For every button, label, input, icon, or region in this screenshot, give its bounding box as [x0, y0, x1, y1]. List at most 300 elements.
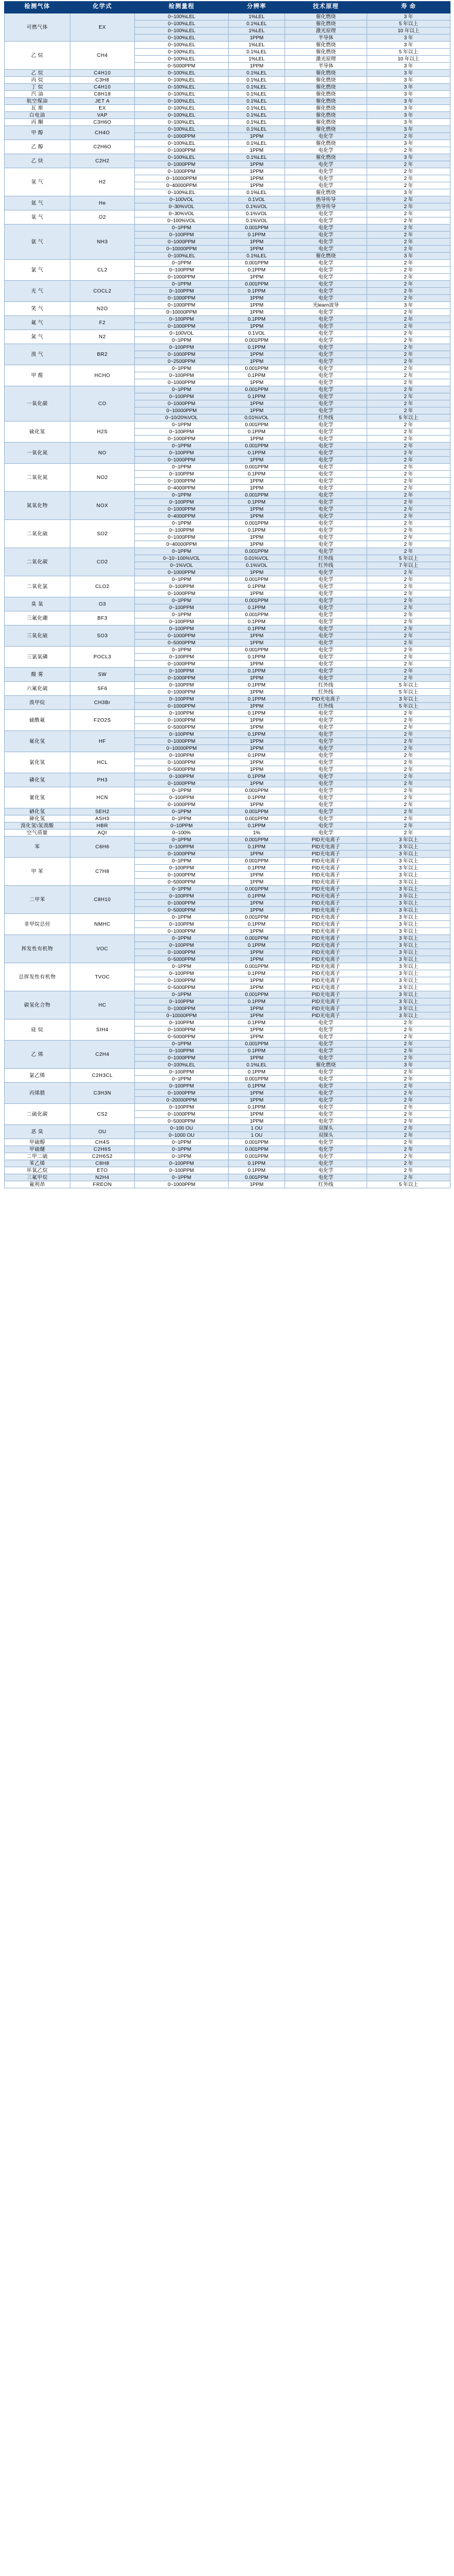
cell-formula: OU — [70, 1125, 135, 1139]
cell-range: 0~1PPM — [135, 260, 229, 267]
cell-life: 2 年 — [367, 640, 450, 647]
cell-life: 3 年 — [367, 42, 450, 49]
cell-range: 0~100%LEL — [135, 105, 229, 112]
cell-resolution: 0.1PPM — [229, 626, 285, 633]
cell-range: 0~100PPM — [135, 232, 229, 239]
cell-range: 0~1000PPM — [135, 478, 229, 485]
table-row — [5, 344, 450, 351]
cell-range: 0~1000PPM — [135, 133, 229, 140]
table-row — [5, 963, 450, 970]
cell-resolution: 1PPM — [229, 358, 285, 365]
cell-gas-name: 乙 醇 — [5, 140, 70, 154]
cell-formula: C8H18 — [70, 91, 135, 98]
cell-resolution: 0.1%LEL — [229, 126, 285, 133]
cell-life: 2 年 — [367, 330, 450, 337]
cell-technology: 电化学 — [285, 478, 367, 485]
cell-life: 3 年以上 — [367, 837, 450, 844]
cell-technology: 电化学 — [285, 597, 367, 604]
cell-technology: PID光电离子 — [285, 900, 367, 907]
cell-life: 2 年 — [367, 372, 450, 379]
cell-life: 5 年以上 — [367, 682, 450, 689]
cell-resolution: 0.001PPM — [229, 1139, 285, 1146]
cell-technology: PID光电离子 — [285, 872, 367, 879]
cell-formula: H2S — [70, 422, 135, 443]
cell-technology: 红外线 — [285, 689, 367, 696]
cell-formula: C2H6S2 — [70, 1153, 135, 1160]
cell-gas-name: 挥发性有机物 — [5, 935, 70, 963]
gas-detection-table — [4, 1, 450, 1188]
cell-gas-name: 二氧化碳 — [5, 548, 70, 576]
cell-resolution: 1PPM — [229, 879, 285, 886]
cell-resolution: 1PPM — [229, 147, 285, 154]
cell-range: 0~1000PPM — [135, 661, 229, 668]
cell-range: 0~100PPM — [135, 970, 229, 977]
cell-resolution: 1% — [229, 830, 285, 837]
cell-life: 3 年以上 — [367, 921, 450, 928]
cell-resolution: 1PPM — [229, 801, 285, 808]
cell-range: 0~1000PPM — [135, 590, 229, 597]
cell-resolution: 1PPM — [229, 745, 285, 752]
cell-gas-name: 溴化氢\氢溴酸 — [5, 823, 70, 830]
cell-resolution: 1PPM — [229, 295, 285, 302]
table-row — [5, 225, 450, 232]
cell-technology: 电化学 — [285, 618, 367, 626]
cell-gas-name: 氰化氢 — [5, 787, 70, 808]
cell-gas-name: 甲 醇 — [5, 126, 70, 140]
table-row — [5, 1153, 450, 1160]
cell-gas-name: 乙 炔 — [5, 154, 70, 168]
cell-technology: 电化学 — [285, 400, 367, 407]
cell-life: 2 年 — [367, 717, 450, 724]
cell-technology: 电化学 — [285, 801, 367, 808]
cell-technology: 电化学 — [285, 717, 367, 724]
header-row — [5, 2, 450, 13]
cell-range: 0~10000PPM — [135, 246, 229, 253]
cell-technology: 电化学 — [285, 583, 367, 590]
cell-technology: 电化学 — [285, 1118, 367, 1125]
table-row — [5, 1160, 450, 1167]
cell-range: 0~100%LEL — [135, 98, 229, 105]
cell-resolution: 0.1PPM — [229, 682, 285, 689]
cell-technology: PID光电离子 — [285, 914, 367, 921]
cell-life: 2 年 — [367, 1160, 450, 1167]
cell-resolution: 0.1PPM — [229, 710, 285, 717]
cell-range: 0~100PPM — [135, 604, 229, 611]
cell-technology: 电化学 — [285, 499, 367, 506]
cell-gas-name: 总挥发性有机物 — [5, 963, 70, 991]
cell-range: 0~100PPM — [135, 527, 229, 534]
table-row — [5, 119, 450, 126]
cell-range: 0~10/20%VOL — [135, 414, 229, 422]
cell-technology: 催化燃烧 — [285, 21, 367, 28]
cell-technology: 热导传导 — [285, 203, 367, 210]
cell-range: 0~100%LEL — [135, 42, 229, 49]
cell-gas-name: 氯 气 — [5, 260, 70, 281]
cell-range: 0~1PPM — [135, 365, 229, 372]
cell-range: 0~1PPM — [135, 422, 229, 429]
cell-range: 0~100PPM — [135, 626, 229, 633]
cell-resolution: 1PPM — [229, 161, 285, 168]
cell-life: 3 年 — [367, 77, 450, 84]
cell-range: 0~100PPM — [135, 316, 229, 323]
cell-technology: PID光电离子 — [285, 942, 367, 949]
cell-range: 0~1000PPM — [135, 168, 229, 175]
cell-range: 0~1PPM — [135, 886, 229, 893]
cell-life: 3 年 — [367, 119, 450, 126]
cell-technology: PID光电离子 — [285, 949, 367, 956]
cell-gas-name: 甲 醛 — [5, 365, 70, 386]
cell-resolution: 0.001PPM — [229, 808, 285, 815]
cell-range: 0~10000PPM — [135, 175, 229, 182]
cell-resolution: 0.1%VOL — [229, 562, 285, 569]
cell-range: 0~100PPM — [135, 471, 229, 478]
cell-life: 3 年 — [367, 84, 450, 91]
cell-gas-name: 氨 气 — [5, 225, 70, 260]
cell-life: 2 年 — [367, 654, 450, 661]
cell-gas-name: 甲 苯 — [5, 858, 70, 886]
cell-life: 2 年 — [367, 274, 450, 281]
table-row — [5, 1167, 450, 1174]
cell-range: 0~100%LEL — [135, 84, 229, 91]
cell-range: 0~10PPM — [135, 823, 229, 830]
cell-range: 0~100% — [135, 830, 229, 837]
cell-life: 2 年 — [367, 569, 450, 576]
cell-resolution: 1PPM — [229, 541, 285, 548]
cell-resolution: 0.01%VOL — [229, 555, 285, 562]
cell-range: 0~100PPM — [135, 344, 229, 351]
cell-formula: EX — [70, 105, 135, 112]
cell-resolution: 0.1PPM — [229, 696, 285, 703]
cell-resolution: 0.1PPM — [229, 583, 285, 590]
cell-technology: 催化燃烧 — [285, 70, 367, 77]
cell-range: 0~1000PPM — [135, 295, 229, 302]
cell-technology: 电化学 — [285, 576, 367, 583]
cell-range: 0~5000PPM — [135, 879, 229, 886]
cell-life: 2 年 — [367, 210, 450, 218]
cell-range: 0~100PPM — [135, 1104, 229, 1111]
cell-gas-name: 甲硫醇 — [5, 1139, 70, 1146]
cell-life: 2 年 — [367, 583, 450, 590]
cell-technology: PID光电离子 — [285, 935, 367, 942]
cell-technology: 红外线 — [285, 703, 367, 710]
cell-technology: 电化学 — [285, 372, 367, 379]
cell-technology: 光learn波导 — [285, 302, 367, 309]
cell-range: 0~1PPM — [135, 548, 229, 555]
cell-technology: 电化学 — [285, 358, 367, 365]
cell-technology: 电化学 — [285, 794, 367, 801]
cell-range: 0~100%LEL — [135, 112, 229, 119]
cell-life: 3 年以上 — [367, 956, 450, 963]
cell-life: 2 年 — [367, 611, 450, 618]
cell-range: 0~1000PPM — [135, 928, 229, 935]
cell-technology: 电化学 — [285, 161, 367, 168]
cell-technology: 电化学 — [285, 506, 367, 513]
cell-range: 0~10000PPM — [135, 1012, 229, 1019]
table-row — [5, 13, 450, 21]
cell-life: 3 年以上 — [367, 696, 450, 703]
cell-technology: 催化燃烧 — [285, 1062, 367, 1069]
cell-life: 2 年 — [367, 450, 450, 457]
cell-formula: PH3 — [70, 773, 135, 787]
table-row — [5, 935, 450, 942]
cell-technology: 双探头 — [285, 1132, 367, 1139]
cell-resolution: 0.1PPM — [229, 865, 285, 872]
table-row — [5, 886, 450, 893]
cell-resolution: 1PPM — [229, 323, 285, 330]
cell-technology: 催化燃烧 — [285, 77, 367, 84]
cell-formula: SEH2 — [70, 808, 135, 815]
cell-life: 2 年 — [367, 203, 450, 210]
table-row — [5, 443, 450, 450]
cell-formula: C8H8 — [70, 1160, 135, 1167]
cell-life: 2 年 — [367, 295, 450, 302]
cell-life: 2 年 — [367, 675, 450, 682]
table-row — [5, 84, 450, 91]
cell-resolution: 0.001PPM — [229, 597, 285, 604]
cell-technology: 电化学 — [285, 323, 367, 330]
cell-technology: 红外线 — [285, 1181, 367, 1188]
cell-gas-name: 磷化氢 — [5, 773, 70, 787]
cell-life: 2 年 — [367, 773, 450, 780]
cell-gas-name: 酸 雾 — [5, 668, 70, 682]
cell-life: 3 年以上 — [367, 949, 450, 956]
cell-gas-name: 二甲苯 — [5, 886, 70, 914]
cell-technology: 电化学 — [285, 218, 367, 225]
cell-technology: PID光电离子 — [285, 886, 367, 893]
cell-formula: N2H4 — [70, 1174, 135, 1181]
cell-range: 0~5000PPM — [135, 724, 229, 731]
cell-formula: NO — [70, 443, 135, 464]
cell-technology: 电化学 — [285, 492, 367, 499]
cell-formula: CL2 — [70, 260, 135, 281]
cell-technology: 电化学 — [285, 344, 367, 351]
cell-resolution: 0.1PPM — [229, 499, 285, 506]
cell-life: 2 年 — [367, 668, 450, 675]
cell-technology: 催化燃烧 — [285, 13, 367, 21]
cell-resolution: 1 OU — [229, 1125, 285, 1132]
cell-life: 2 年 — [367, 133, 450, 140]
cell-range: 0~1000PPM — [135, 457, 229, 464]
table-row — [5, 787, 450, 794]
cell-technology: PID光电离子 — [285, 970, 367, 977]
cell-life: 2 年 — [367, 436, 450, 443]
cell-range: 0~100%LEL — [135, 56, 229, 63]
cell-resolution: 0.1%LEL — [229, 84, 285, 91]
cell-life: 2 年 — [367, 815, 450, 823]
cell-resolution: 1 OU — [229, 1132, 285, 1139]
cell-range: 0~5000PPM — [135, 907, 229, 914]
cell-technology: PID光电离子 — [285, 893, 367, 900]
cell-range: 0~10000PPM — [135, 745, 229, 752]
cell-resolution: 1PPM — [229, 1111, 285, 1118]
cell-resolution: 0.001PPM — [229, 464, 285, 471]
cell-range: 0~1000PPM — [135, 851, 229, 858]
cell-technology: PID光电离子 — [285, 956, 367, 963]
cell-life: 2 年 — [367, 379, 450, 386]
cell-life: 3 年以上 — [367, 893, 450, 900]
cell-technology: 电化学 — [285, 780, 367, 787]
cell-resolution: 1%LEL — [229, 56, 285, 63]
cell-technology: PID光电离子 — [285, 1005, 367, 1012]
cell-life: 3 年 — [367, 98, 450, 105]
cell-technology: 电化学 — [285, 225, 367, 232]
cell-resolution: 0.1%LEL — [229, 98, 285, 105]
cell-range: 0~1000PPM — [135, 801, 229, 808]
table-row — [5, 1019, 450, 1027]
cell-resolution: 0.01%VOL — [229, 414, 285, 422]
cell-resolution: 1PPM — [229, 1181, 285, 1188]
cell-technology: PID光电离子 — [285, 998, 367, 1005]
cell-life: 2 年 — [367, 422, 450, 429]
cell-range: 0~100PPM — [135, 752, 229, 759]
cell-life: 3 年 — [367, 70, 450, 77]
table-row — [5, 647, 450, 654]
cell-range: 0~100%LEL — [135, 126, 229, 133]
cell-resolution: 0.1%LEL — [229, 91, 285, 98]
cell-range: 0~1PPM — [135, 225, 229, 232]
cell-formula: SO2 — [70, 520, 135, 548]
cell-life: 2 年 — [367, 618, 450, 626]
cell-life: 2 年 — [367, 1097, 450, 1104]
table-row — [5, 1174, 450, 1181]
cell-gas-name: 可燃气体 — [5, 13, 70, 42]
cell-life: 2 年 — [367, 541, 450, 548]
cell-range: 0~1PPM — [135, 935, 229, 942]
cell-life: 2 年 — [367, 548, 450, 555]
cell-formula: C3H3N — [70, 1083, 135, 1104]
table-row — [5, 696, 450, 703]
cell-resolution: 0.1PPM — [229, 893, 285, 900]
cell-life: 2 年 — [367, 281, 450, 288]
cell-range: 0~100%VOL — [135, 218, 229, 225]
cell-resolution: 0.1VOL — [229, 330, 285, 337]
cell-range: 0~10000PPM — [135, 407, 229, 414]
table-body — [5, 13, 450, 1188]
header-technology: 技术原理 — [285, 2, 367, 13]
cell-life: 3 年以上 — [367, 984, 450, 991]
cell-range: 0~100%LEL — [135, 140, 229, 147]
cell-resolution: 1PPM — [229, 436, 285, 443]
table-row — [5, 70, 450, 77]
cell-technology: 电化学 — [285, 1019, 367, 1027]
table-row — [5, 302, 450, 309]
table-row — [5, 112, 450, 119]
cell-life: 2 年 — [367, 260, 450, 267]
cell-resolution: 0.001PPM — [229, 837, 285, 844]
cell-resolution: 0.1PPM — [229, 668, 285, 675]
cell-range: 0~1000PPM — [135, 633, 229, 640]
cell-range: 0~5000PPM — [135, 984, 229, 991]
cell-technology: 电化学 — [285, 485, 367, 492]
cell-life: 2 年 — [367, 351, 450, 358]
cell-formula: HF — [70, 731, 135, 752]
table-row — [5, 140, 450, 147]
cell-resolution: 0.1PPM — [229, 527, 285, 534]
cell-resolution: 1PPM — [229, 1055, 285, 1062]
cell-gas-name: 三氟甲烷 — [5, 1174, 70, 1181]
cell-life: 2 年 — [367, 830, 450, 837]
cell-resolution: 0.001PPM — [229, 787, 285, 794]
cell-range: 0~1000PPM — [135, 717, 229, 724]
cell-formula: F2 — [70, 316, 135, 330]
cell-range: 0~1000PPM — [135, 1005, 229, 1012]
cell-life: 2 年 — [367, 527, 450, 534]
cell-life: 2 年 — [367, 337, 450, 344]
cell-resolution: 0.1PPM — [229, 618, 285, 626]
cell-range: 0~1PPM — [135, 647, 229, 654]
cell-range: 0~100%LEL — [135, 1062, 229, 1069]
table-row — [5, 626, 450, 633]
cell-formula: BR2 — [70, 344, 135, 365]
cell-gas-name: 六氟化硫 — [5, 682, 70, 696]
table-row — [5, 1125, 450, 1132]
cell-technology: 电化学 — [285, 569, 367, 576]
cell-range: 0~100PPM — [135, 429, 229, 436]
cell-life: 2 年 — [367, 400, 450, 407]
cell-life: 3 年以上 — [367, 970, 450, 977]
header-formula: 化学式 — [70, 2, 135, 13]
cell-resolution: 1PPM — [229, 1118, 285, 1125]
cell-life: 2 年 — [367, 393, 450, 400]
cell-formula: NO2 — [70, 464, 135, 492]
cell-gas-name: 硒化氢 — [5, 808, 70, 815]
cell-range: 0~1000PPM — [135, 759, 229, 766]
table-row — [5, 1104, 450, 1111]
cell-resolution: 1PPM — [229, 872, 285, 879]
cell-range: 0~100%LEL — [135, 77, 229, 84]
cell-life: 2 年 — [367, 1027, 450, 1034]
cell-technology: 催化燃烧 — [285, 140, 367, 147]
table-row — [5, 858, 450, 865]
cell-technology: 电化学 — [285, 675, 367, 682]
cell-technology: 电化学 — [285, 175, 367, 182]
cell-range: 0~100PPM — [135, 998, 229, 1005]
cell-range: 0~1PPM — [135, 858, 229, 865]
cell-range: 0~30%VOL — [135, 203, 229, 210]
cell-resolution: 0.1PPM — [229, 942, 285, 949]
cell-life: 2 年 — [367, 1139, 450, 1146]
cell-formula: SIH4 — [70, 1019, 135, 1041]
cell-formula: ASH3 — [70, 815, 135, 823]
cell-life: 2 年 — [367, 1104, 450, 1111]
cell-range: 0~1000PPM — [135, 239, 229, 246]
cell-resolution: 1PPM — [229, 724, 285, 731]
cell-resolution: 1PPM — [229, 766, 285, 773]
cell-formula: CS2 — [70, 1104, 135, 1125]
cell-life: 2 年 — [367, 780, 450, 787]
cell-formula: C2H6O — [70, 140, 135, 154]
cell-range: 0~100PPM — [135, 696, 229, 703]
cell-technology: PID光电离子 — [285, 921, 367, 928]
cell-range: 0~1000PPM — [135, 436, 229, 443]
cell-life: 3 年以上 — [367, 886, 450, 893]
cell-gas-name: 硅 烷 — [5, 1019, 70, 1041]
cell-life: 2 年 — [367, 168, 450, 175]
cell-gas-name: 甲硫醚 — [5, 1146, 70, 1153]
cell-life: 2 年 — [367, 288, 450, 295]
cell-technology: 热导传导 — [285, 196, 367, 203]
cell-life: 2 年 — [367, 724, 450, 731]
cell-range: 0~100PPM — [135, 794, 229, 801]
cell-technology: 电化学 — [285, 407, 367, 414]
table-row — [5, 597, 450, 604]
cell-technology: 电化学 — [285, 288, 367, 295]
cell-life: 2 年 — [367, 267, 450, 274]
cell-technology: 电化学 — [285, 604, 367, 611]
cell-life: 2 年 — [367, 1019, 450, 1027]
cell-technology: 电化学 — [285, 309, 367, 316]
cell-range: 0~1PPM — [135, 492, 229, 499]
